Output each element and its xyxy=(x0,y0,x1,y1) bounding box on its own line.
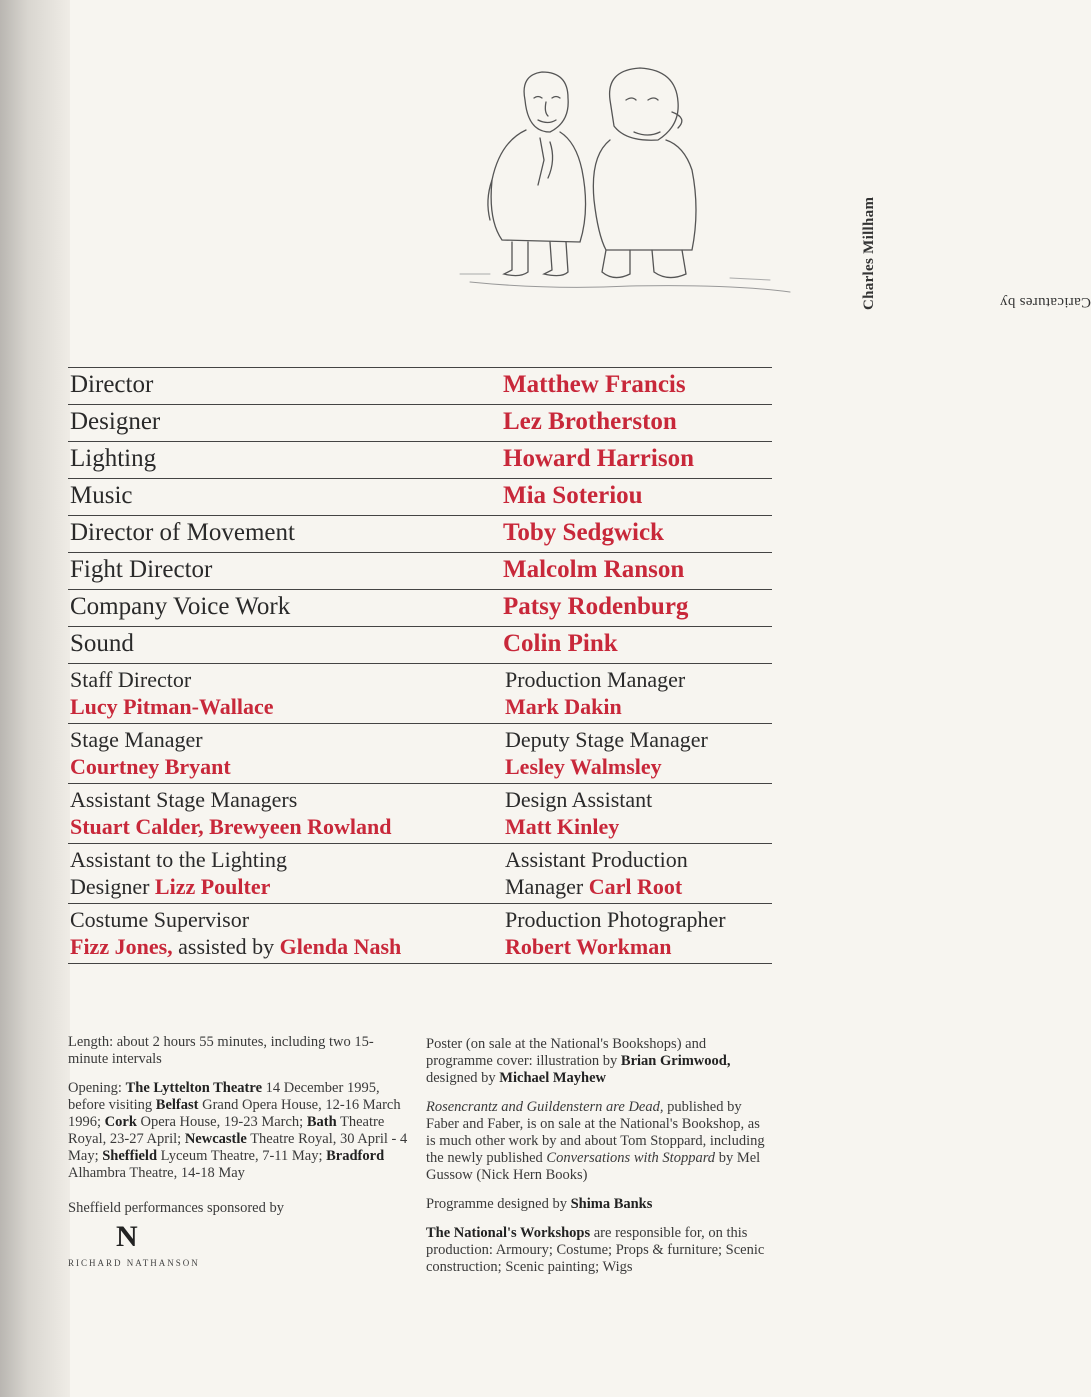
programme-info xyxy=(426,1196,771,1213)
footer-left-column xyxy=(68,1034,408,1272)
tour-city: Bath xyxy=(306,1114,337,1130)
credit-role: Assistant Stage Managers xyxy=(70,787,298,812)
caricature-illustration xyxy=(430,60,810,300)
book-info xyxy=(426,1099,771,1184)
credit-name: Matthew Francis xyxy=(503,371,686,398)
book-text: published by Faber and Faber, is on sale at the National's Bookshop, as is much other work by and about Tom Stoppard, including the newly published xyxy=(426,1099,765,1166)
poster-text: Poster (on sale at the National's Bookshops) and programme cover: illustration by xyxy=(426,1036,707,1069)
credit-name: Robert Workman xyxy=(505,934,672,959)
credit-name: Glenda Nash xyxy=(279,934,402,959)
credit-role: Manager xyxy=(505,874,584,899)
caricature-sketch xyxy=(430,60,810,300)
credit-row-double xyxy=(68,843,772,903)
credit-name: Matt Kinley xyxy=(505,814,620,839)
credit-artist: Charles Millham xyxy=(861,196,877,310)
programme-designer: Shima Banks xyxy=(570,1196,653,1212)
credit-row xyxy=(68,367,772,404)
credit-name: Mark Dakin xyxy=(505,694,622,719)
credit-role: Staff Director xyxy=(70,667,192,692)
credit-role: Costume Supervisor xyxy=(70,907,250,932)
credit-role: Company Voice Work xyxy=(70,593,291,620)
tour-city: Bradford xyxy=(326,1148,385,1164)
book2-text: by Mel Gussow (Nick Hern Books) xyxy=(426,1150,761,1183)
credit-role: Director of Movement xyxy=(70,519,295,546)
credit-role: Designer xyxy=(70,874,150,899)
credit-name: Lez Brotherston xyxy=(503,408,677,435)
credit-name: Toby Sedgwick xyxy=(503,519,664,546)
credit-name: Carl Root xyxy=(588,874,683,899)
credit-name: Fizz Jones, xyxy=(70,934,173,959)
credit-role: Lighting xyxy=(70,445,157,472)
credit-role: Fight Director xyxy=(70,556,213,583)
sponsor-logo-mark: N xyxy=(116,1220,138,1253)
credit-row-double xyxy=(68,903,772,964)
credit-name: Howard Harrison xyxy=(503,445,694,472)
credit-name: Lizz Poulter xyxy=(154,874,271,899)
credit-row xyxy=(68,552,772,589)
length-info xyxy=(68,1034,408,1068)
credit-row xyxy=(68,404,772,441)
credit-role: Designer xyxy=(70,408,161,435)
credit-name: Lesley Walmsley xyxy=(505,754,662,779)
credit-role: Director xyxy=(70,371,154,398)
credit-role: Deputy Stage Manager xyxy=(505,727,708,752)
tour-text: Theatre Royal, 23-27 April; xyxy=(68,1114,385,1147)
tour-city: Cork xyxy=(104,1114,137,1130)
opening-info xyxy=(68,1080,408,1182)
credit-row xyxy=(68,478,772,515)
credit-row xyxy=(68,515,772,552)
credit-name: Colin Pink xyxy=(503,630,618,657)
credit-role: Stage Manager xyxy=(70,727,203,752)
page-gutter-shadow xyxy=(0,0,70,1397)
book-title: Rosencrantz and Guildenstern are Dead, xyxy=(426,1099,664,1115)
credit-connector: assisted by xyxy=(178,934,275,959)
credit-name: Patsy Rodenburg xyxy=(503,593,689,620)
credit-role: Production Photographer xyxy=(505,907,726,932)
opening-venue: The Lyttelton Theatre xyxy=(125,1080,262,1096)
credit-role: Assistant to the Lighting xyxy=(70,847,287,872)
credit-role: Design Assistant xyxy=(505,787,653,812)
credit-row xyxy=(68,626,772,663)
designed-by-text: designed by xyxy=(426,1070,496,1086)
illustrator-name: Brian Grimwood, xyxy=(620,1053,731,1069)
tour-text: Lyceum Theatre, 7-11 May; xyxy=(160,1148,323,1164)
length-label: Length: xyxy=(68,1034,114,1050)
tour-text: Theatre Royal, 30 April - 4 May; xyxy=(68,1131,408,1164)
book2-title: Conversations with Stoppard xyxy=(546,1150,716,1166)
sponsor-logo-name: RICHARD NATHANSON xyxy=(68,1258,200,1268)
credit-role: Sound xyxy=(70,630,134,657)
credit-row xyxy=(68,589,772,626)
opening-label: Opening: xyxy=(68,1080,122,1096)
credit-role: Music xyxy=(70,482,133,509)
workshops-text: are responsible for, on this production: xyxy=(426,1225,748,1258)
credits-table xyxy=(68,367,772,964)
credit-name: Mia Soteriou xyxy=(503,482,643,509)
credit-row-double xyxy=(68,783,772,843)
tour-city: Belfast xyxy=(155,1097,199,1113)
credit-name: Lucy Pitman-Wallace xyxy=(70,694,274,719)
workshops-name: The National's Workshops xyxy=(426,1225,591,1241)
tour-city: Sheffield xyxy=(102,1148,158,1164)
tour-text: Alhambra Theatre, 14-18 May xyxy=(68,1165,245,1181)
credit-role: Production Manager xyxy=(505,667,686,692)
footer-right-column xyxy=(426,1036,771,1288)
workshops-info xyxy=(426,1225,771,1276)
tour-city: Newcastle xyxy=(184,1131,247,1147)
credit-row-double xyxy=(68,723,772,783)
credit-name: Courtney Bryant xyxy=(70,754,231,779)
credit-name: Stuart Calder, Brewyeen Rowland xyxy=(70,814,392,839)
designer-name: Michael Mayhew xyxy=(499,1070,607,1086)
opening-date: 14 December 1995, before visiting xyxy=(68,1080,380,1113)
programme-text: Programme designed by xyxy=(426,1196,567,1212)
credit-row-double xyxy=(68,663,772,723)
workshops-list: Armoury; Costume; Props & furniture; Scenic construction; Scenic painting; Wigs xyxy=(426,1242,765,1275)
credit-name: Malcolm Ranson xyxy=(503,556,685,583)
credit-prefix: Caricatures by xyxy=(999,294,1091,310)
length-text: about 2 hours 55 minutes, including two 15-minute intervals xyxy=(68,1034,374,1067)
sponsor-text: Sheffield performances sponsored by xyxy=(68,1200,284,1216)
caricature-credit xyxy=(861,80,1091,320)
sponsor-logo xyxy=(68,1221,408,1272)
tour-text: Grand Opera House, 12-16 March 1996; xyxy=(68,1097,401,1130)
poster-info xyxy=(426,1036,771,1087)
credit-role: Assistant Production xyxy=(505,847,688,872)
credit-row xyxy=(68,441,772,478)
tour-text: Opera House, 19-23 March; xyxy=(140,1114,304,1130)
